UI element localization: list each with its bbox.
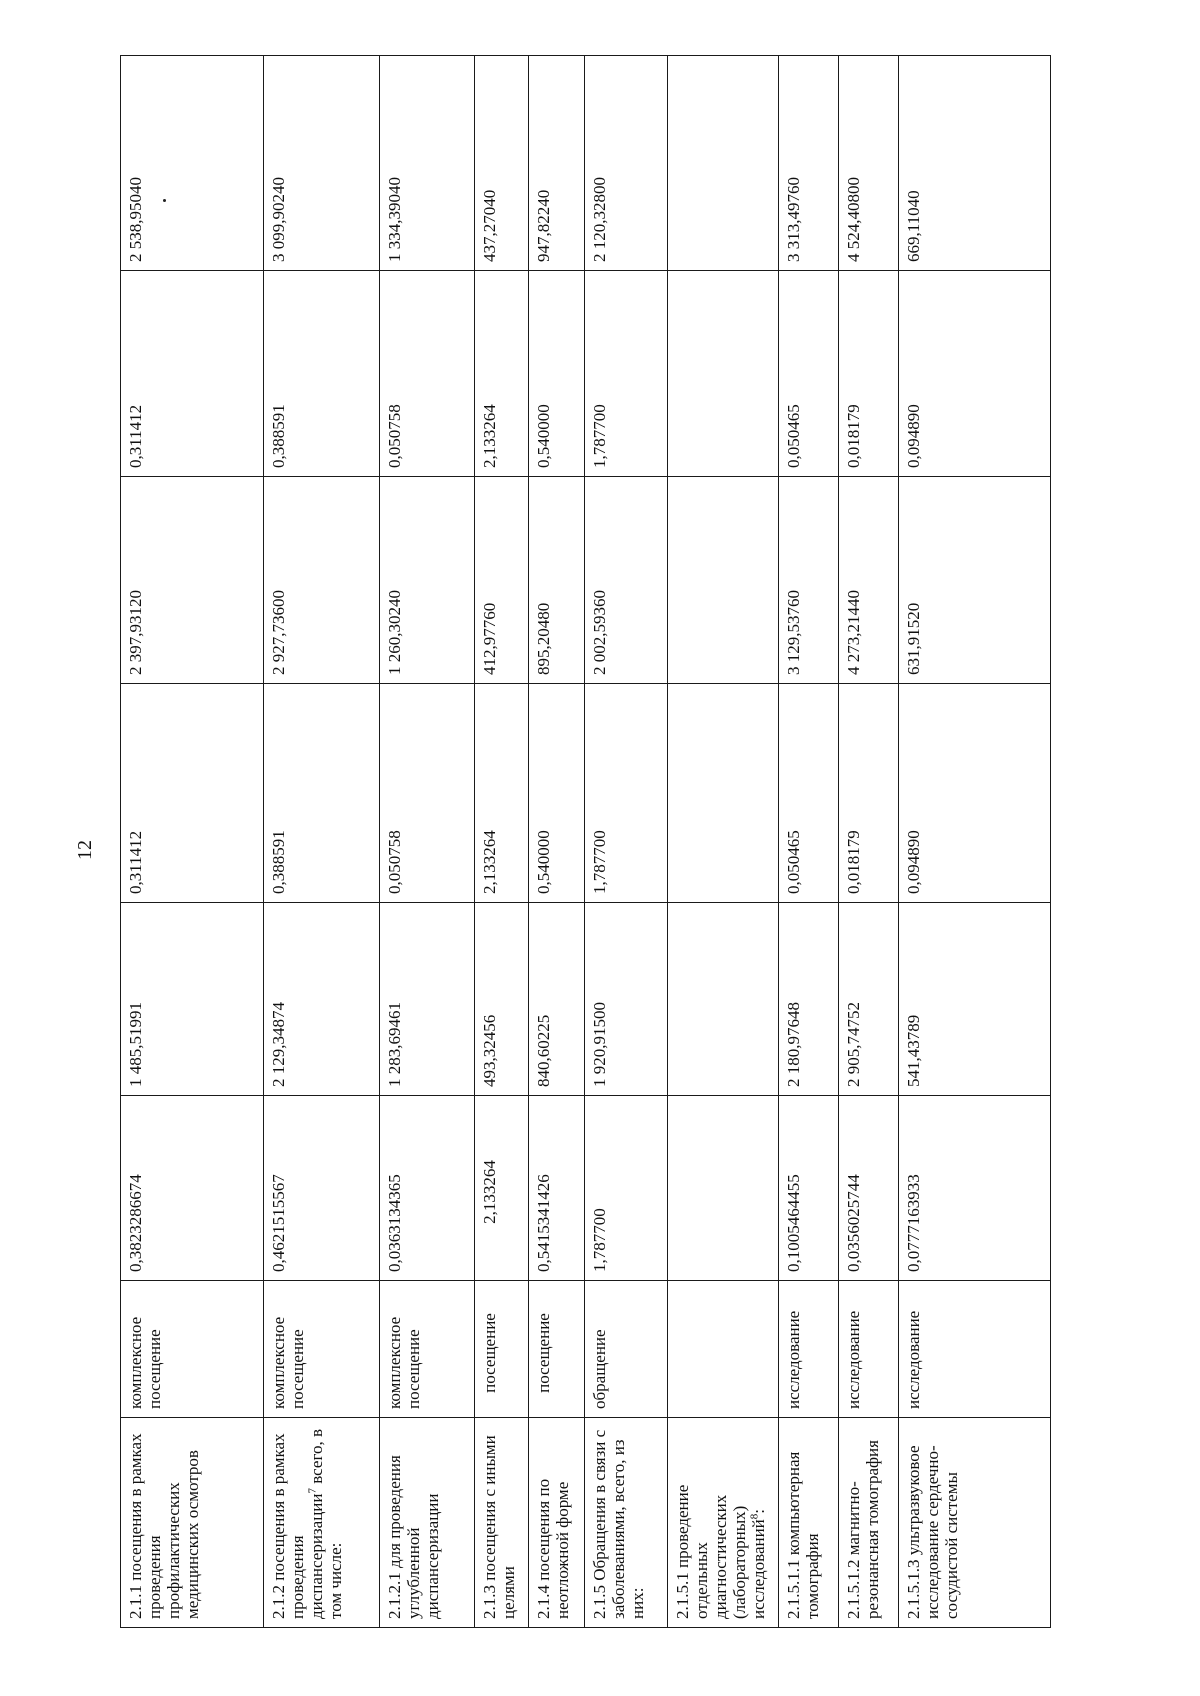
table-row [899, 56, 1051, 1628]
row-value-6: 3 099,90240 [264, 56, 380, 271]
row-value-4: 631,91520 [899, 477, 1051, 684]
row-value-1: 0,3823286674 [121, 1096, 264, 1281]
row-value-6: 669,11040 [899, 56, 1051, 271]
row-value-4: 895,20480 [529, 477, 585, 684]
row-value-2: 493,32456 [475, 903, 529, 1096]
row-value-1: 0,4621515567 [264, 1096, 380, 1281]
table-row [585, 56, 668, 1628]
footnote-marker: 8 [748, 1513, 761, 1520]
table-row [264, 56, 380, 1628]
row-value-4: 2 927,73600 [264, 477, 380, 684]
row-value-2: 1 920,91500 [585, 903, 668, 1096]
row-value-1: 0,0363134365 [380, 1096, 475, 1281]
row-unit: обращение [585, 1281, 668, 1418]
row-unit: комплексное посещение [264, 1281, 380, 1418]
row-value-5: 0,050465 [779, 271, 839, 477]
row-value-2: 1 283,69461 [380, 903, 475, 1096]
row-value-3 [668, 684, 779, 903]
row-value-4: 2 002,59360 [585, 477, 668, 684]
row-name: 2.1.2.1 для проведения углубленной диспансеризации [380, 1418, 475, 1628]
row-unit: комплексное посещение [121, 1281, 264, 1418]
row-value-4: 1 260,30240 [380, 477, 475, 684]
row-name: 2.1.3 посещения с иными целями [475, 1418, 529, 1628]
row-value-3: 0,311412 [121, 684, 264, 903]
table-row [529, 56, 585, 1628]
row-value-2: 541,43789 [899, 903, 1051, 1096]
row-value-1: 2,133264 [475, 1096, 529, 1281]
row-name: 2.1.1 посещения в рамках проведения профилактических медицинских осмотров [121, 1418, 264, 1628]
row-value-5: 0,018179 [839, 271, 899, 477]
tariff-table [120, 55, 1051, 1628]
row-value-1: 0,5415341426 [529, 1096, 585, 1281]
row-name: 2.1.5.1.3 ультразвуковое исследование сердечно-сосудистой системы [899, 1418, 1051, 1628]
row-value-6: 2 538,95040 [126, 177, 145, 262]
page-number: 12 [74, 840, 96, 860]
row-value-5: 0,311412 [121, 271, 264, 477]
table-row [839, 56, 899, 1628]
row-value-3: 0,050758 [380, 684, 475, 903]
row-name: 2.1.5.1.2 магнитно-резонансная томография [839, 1418, 899, 1628]
row-value-1 [668, 1096, 779, 1281]
row-value-2: 2 129,34874 [264, 903, 380, 1096]
row-value-2: 840,60225 [529, 903, 585, 1096]
row-name: 2.1.5.1.1 компьютерная томография [779, 1418, 839, 1628]
row-value-4 [668, 477, 779, 684]
row-value-6: 3 313,49760 [779, 56, 839, 271]
row-value-3: 0,018179 [839, 684, 899, 903]
row-value-1: 0,0777163933 [899, 1096, 1051, 1281]
row-value-3: 0,540000 [529, 684, 585, 903]
row-value-2: 2 180,97648 [779, 903, 839, 1096]
row-name: 2.1.4 посещения по неотложной форме [529, 1418, 585, 1628]
row-value-5: 1,787700 [585, 271, 668, 477]
row-value-1: 1,787700 [585, 1096, 668, 1281]
row-name: 2.1.5 Обращения в связи с заболеваниями, всего, из них: [585, 1418, 668, 1628]
row-value-6: 1 334,39040 [380, 56, 475, 271]
row-value-3: 0,094890 [899, 684, 1051, 903]
row-name-tail: : [749, 1508, 768, 1514]
row-value-6: 2 120,32800 [585, 56, 668, 271]
row-value-3: 2,133264 [475, 684, 529, 903]
row-unit: посещение [529, 1281, 585, 1418]
row-unit [668, 1281, 779, 1418]
row-value-3: 1,787700 [585, 684, 668, 903]
row-value-1: 0,1005464455 [779, 1096, 839, 1281]
row-value-2 [668, 903, 779, 1096]
table-row [779, 56, 839, 1628]
row-value-6: 4 524,40800 [839, 56, 899, 271]
row-unit: исследование [839, 1281, 899, 1418]
row-value-5: 2,133264 [475, 271, 529, 477]
table-row [380, 56, 475, 1628]
footnote-marker: 7 [306, 1488, 319, 1494]
stray-dot-mark [163, 199, 166, 202]
row-value-6: 437,27040 [475, 56, 529, 271]
row-value-4: 2 397,93120 [121, 477, 264, 684]
row-unit: посещение [475, 1281, 529, 1418]
row-value-6 [668, 56, 779, 271]
row-unit: исследование [899, 1281, 1051, 1418]
row-value-2: 1 485,51991 [121, 903, 264, 1096]
row-value-2: 2 905,74752 [839, 903, 899, 1096]
row-name-text: 2.1.5.1 проведение отдельных диагностических (лабораторных) исследований [673, 1484, 768, 1619]
row-unit: комплексное посещение [380, 1281, 475, 1418]
row-value-1: 0,0356025744 [839, 1096, 899, 1281]
row-value-4: 4 273,21440 [839, 477, 899, 684]
rotated-table-container [120, 56, 1050, 1628]
row-value-3: 0,050465 [779, 684, 839, 903]
row-value-3: 0,388591 [264, 684, 380, 903]
row-value-4: 3 129,53760 [779, 477, 839, 684]
table-row [121, 56, 264, 1628]
row-value-5: 0,388591 [264, 271, 380, 477]
row-value-5: 0,050758 [380, 271, 475, 477]
table-row [668, 56, 779, 1628]
row-name-tail: всего, в том числе: [307, 1428, 345, 1619]
row-value-5: 0,540000 [529, 271, 585, 477]
row-value-5: 0,094890 [899, 271, 1051, 477]
row-name [668, 1418, 779, 1628]
row-name [264, 1418, 380, 1628]
row-unit: исследование [779, 1281, 839, 1418]
row-name-text: 2.1.2 посещения в рамках проведения диспансеризации [269, 1433, 326, 1619]
row-value-4: 412,97760 [475, 477, 529, 684]
row-value-6: 947,82240 [529, 56, 585, 271]
row-value-5 [668, 271, 779, 477]
table-row [475, 56, 529, 1628]
